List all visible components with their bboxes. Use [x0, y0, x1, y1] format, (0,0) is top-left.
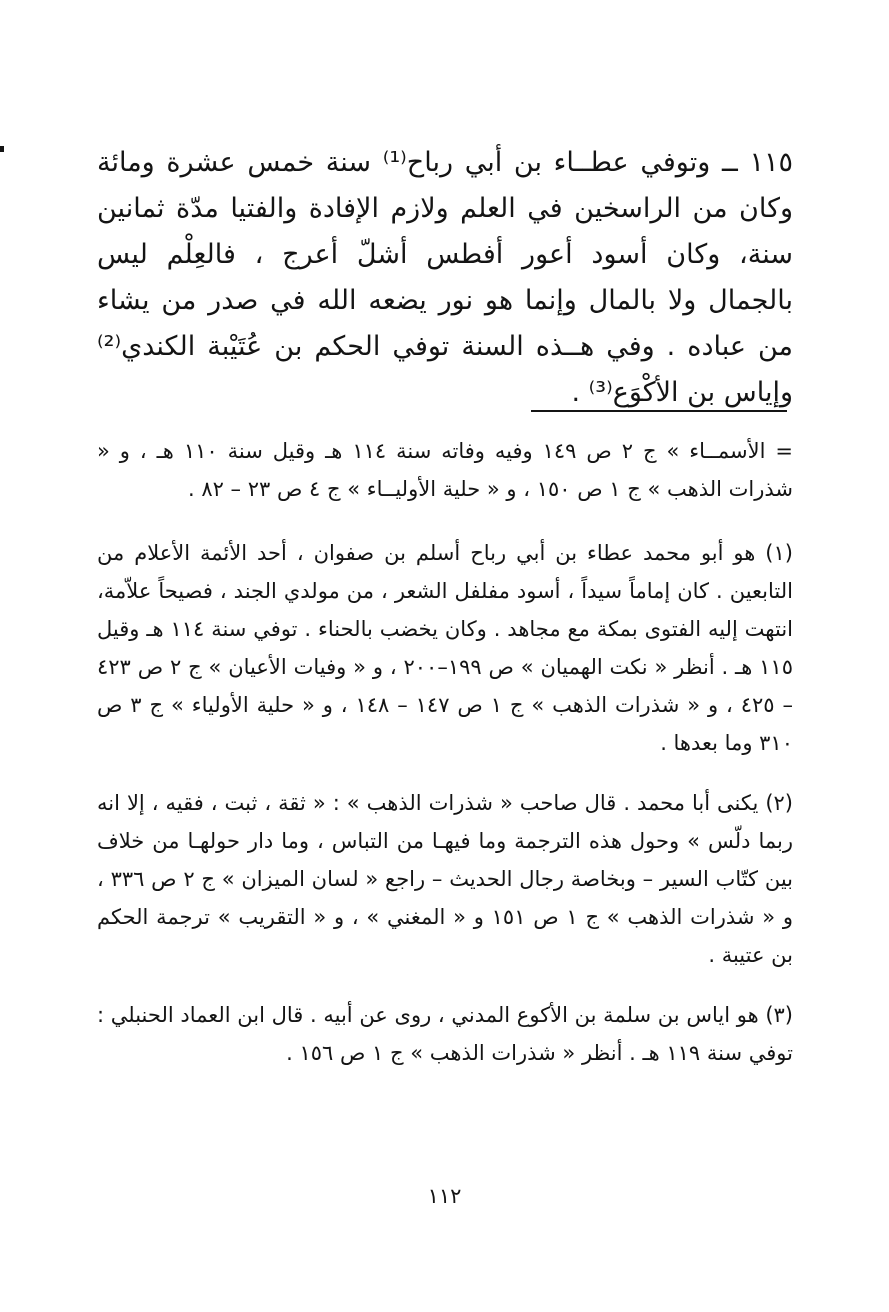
footnotes-block [97, 432, 793, 1094]
footnote-separator [531, 410, 787, 412]
main-text-block [97, 140, 793, 416]
scan-edge-mark [0, 146, 4, 152]
footnote-2: (٢) يكنى أبا محمد . قال صاحب « شذرات الذهب » : « ثقة ، ثبت ، فقيه ، إلا انه ربما دلّس » وحول هذه الترجمة وما فيهـا من التباس ، وما دار حولهـا من خلاف بين كتّاب السير – وبخاصة رجال الحديث – راجع « لسان الميزان » ج ٢ ص ٣٣٦ ، و « شذرات الذهب » ج ١ ص ١٥١ و « المغني » ، و « التقريب » ترجمة الحكم بن عتيبة . [97, 791, 793, 967]
main-paragraph: ١١٥ ــ وتوفي عطــاء بن أبي رباح⁽¹⁾ سنة خمس عشرة ومائة وكان من الراسخين في العلم ولازم الإفادة والفتيا مدّة ثمانين سنة، وكان أسود أعور أفطس أشلّ أعرج ، فالعِلْم ليس بالجمال ولا بالمال وإنما هو نور يضعه الله في صدر من يشاء من عباده . وفي هــذه السنة توفي الحكم بن عُتَيْبة الكندي⁽²⁾ وإياس بن الأكْوَع⁽³⁾ . [97, 147, 793, 408]
page-number: ١١٢ [427, 1184, 462, 1208]
footnote-3: (٣) هو اياس بن سلمة بن الأكوع المدني ، روى عن أبيه . قال ابن العماد الحنبلي : توفي سنة ١١٩ هـ . أنظر « شذرات الذهب » ج ١ ص ١٥٦ . [97, 1003, 793, 1065]
footnote-1: (١) هو أبو محمد عطاء بن أبي رباح أسلم بن صفوان ، أحد الأئمة الأعلام من التابعين . كان إماماً سيداً ، أسود مفلفل الشعر ، من مولدي الجند ، فصيحاً علاّمة، انتهت إليه الفتوى بمكة مع مجاهد . وكان يخضب بالحناء . توفي سنة ١١٤ هـ وقيل ١١٥ هـ . أنظر « نكت الهميان » ص ١٩٩–٢٠٠ ، و « وفيات الأعيان » ج ٢ ص ٤٢٣ – ٤٢٥ ، و « شذرات الذهب » ج ١ ص ١٤٧ – ١٤٨ ، و « حلية الأولياء » ج ٣ ص ٣١٠ وما بعدها . [97, 541, 793, 755]
footnote-continuation: = الأسمــاء » ج ٢ ص ١٤٩ وفيه وفاته سنة ١١٤ هـ وقيل سنة ١١٠ هـ ، و « شذرات الذهب » ج ١ ص ١٥٠ ، و « حلية الأوليــاء » ج ٤ ص ٢٣ – ٨٢ . [97, 439, 793, 501]
